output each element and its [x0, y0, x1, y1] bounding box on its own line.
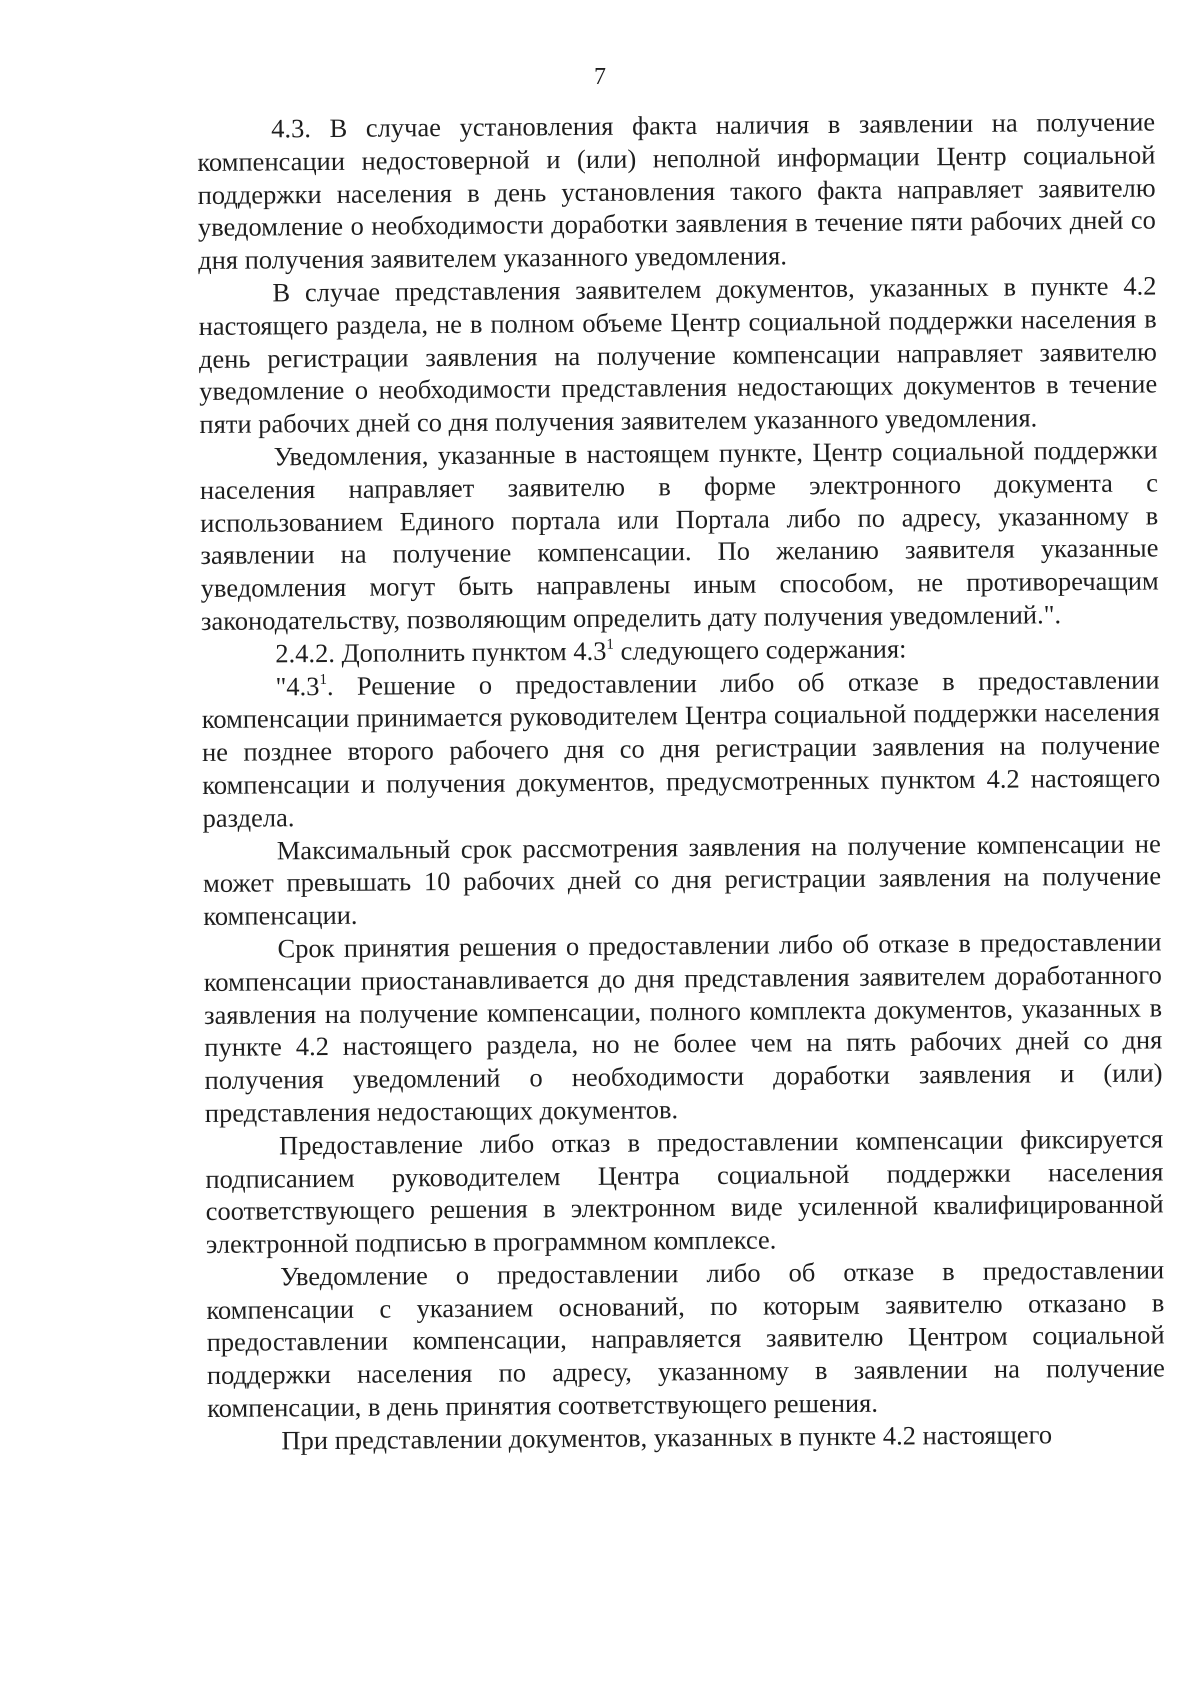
clause-superscript: 1: [319, 671, 327, 688]
paragraph-max-term: Максимальный срок рассмотрения заявления на получение компенсации не может превышать 10 рабочих дней со дня регистрации заявления на получение компенсации.: [202, 827, 1162, 932]
paragraph-4-3: 4.3. В случае установления факта наличия в заявлении на получение компенсации недостоверной и (или) неполной информации Центр социальной поддержки населения в день установления такого факта направляет заявителю уведомление о необходимости доработки заявления в течение пяти рабочих дней со дня получения заявителем указанного уведомления.: [197, 106, 1156, 276]
amendment-text-end: следующего содержания:: [613, 633, 907, 666]
paragraph-suspension: Срок принятия решения о предоставлении либо об отказе в предоставлении компенсации приостанавливается до дня представления заявителем доработанного заявления на получение компенсации, полного комплекта документов, указанных в пункте 4.2 настоящего раздела, но не более чем на пять рабочих дней со дня получения уведомлений о необходимости доработки заявления и (или) представления недостающих документов.: [203, 926, 1163, 1128]
paragraph-notifications: Уведомления, указанные в настоящем пункте, Центр социальной поддержки населения направляет заявителю в форме электронного документа с использованием Единого портала или Портала либо по адресу, указанному в заявлении на получение компенсации. По желанию заявителя указанные уведомления могут быть направлены иным способом, не противоречащим законодательству, позволяющим определить дату получения уведомлений.".: [199, 434, 1159, 636]
paragraph-decision-notice: Уведомление о предоставлении либо об отказе в предоставлении компенсации с указанием оснований, по которым заявителю отказано в предоставлении компенсации, направляется заявителю Центром социальной поддержки населения по адресу, указанному в заявлении на получение компенсации, в день принятия соответствующего решения.: [206, 1254, 1166, 1424]
paragraph-last-line: При представлении документов, указанных в пункте 4.2 настоящего: [281, 1419, 1053, 1456]
clause-text: . Решение о предоставлении либо об отказе в предоставлении компенсации принимается руководителем Центра социальной поддержки населения не позднее второго рабочего дня со дня регистрации заявления на получение компенсации и получения документов, предусмотренных пунктом 4.2 настоящего раздела.: [201, 664, 1161, 833]
amendment-superscript: 1: [606, 636, 614, 653]
paragraph-decision-signing: Предоставление либо отказ в предоставлении компенсации фиксируется подписанием руководителем Центра социальной поддержки населения соответствующего решения в электронном виде усиленной квалифицированной электронной подписью в программном комплексе.: [205, 1123, 1164, 1260]
paragraph-incomplete-documents: В случае представления заявителем документов, указанных в пункте 4.2 настоящего раздела, не в полном объеме Центр социальной поддержки населения в день регистрации заявления на получение компенсации направляет заявителю уведомление о необходимости представления недостающих документов в течение пяти рабочих дней со дня получения заявителем указанного уведомления.: [198, 270, 1158, 440]
document-text: [197, 105, 1166, 1457]
page-number: 7: [594, 64, 606, 90]
paragraph-4-3-1: [201, 663, 1160, 835]
amendment-text: 2.4.2. Дополнить пунктом 4.3: [275, 635, 607, 669]
clause-number: "4.3: [275, 670, 320, 701]
